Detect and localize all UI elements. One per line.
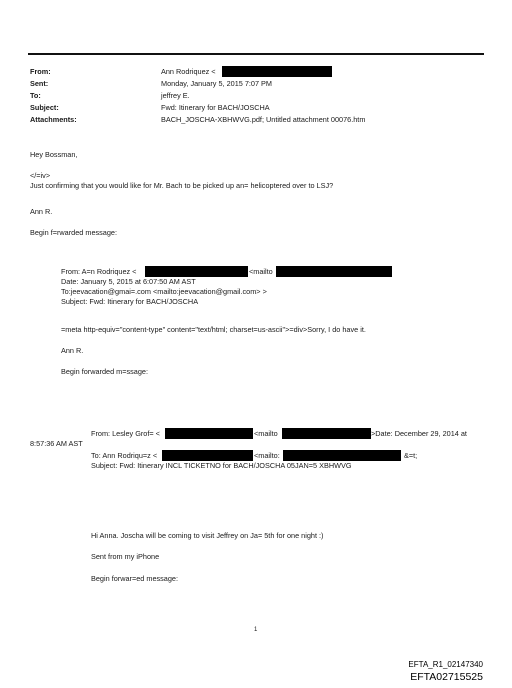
fwd2-from: From: Lesley Grof= < xyxy=(91,429,160,438)
fwd2-mailto2: <mailto: xyxy=(254,451,280,460)
redaction-box xyxy=(276,266,392,277)
sent-label: Sent: xyxy=(30,79,49,88)
fwd1-begin-forwarded: Begin forwarded m=ssage: xyxy=(61,367,149,376)
html-tag-text: </=iv> xyxy=(30,171,51,180)
from-label: From: xyxy=(30,67,51,76)
redaction-box xyxy=(165,428,253,439)
fwd1-date: Date: January 5, 2015 at 6:07:50 AM AST xyxy=(61,277,196,286)
sent-value: Monday, January 5, 2015 7:07 PM xyxy=(161,79,273,88)
from-value: Ann Rodriquez < xyxy=(161,67,216,76)
attachments-label: Attachments: xyxy=(30,115,77,124)
to-label: To: xyxy=(30,91,41,100)
fwd2-date: >Date: December 29, 2014 at xyxy=(371,429,467,438)
fwd3-sent-from: Sent from my iPhone xyxy=(91,552,160,561)
subject-value: Fwd: Itinerary for BACH/JOSCHA xyxy=(161,103,270,112)
to-value: jeffrey E. xyxy=(161,91,190,100)
redaction-box xyxy=(162,450,253,461)
message-text: Just confirming that you would like for Mr. Bach to be picked up an= helicoptered over to LSJ? xyxy=(30,181,334,190)
footer-id-small: EFTA_R1_02147340 xyxy=(408,660,483,669)
redaction-box xyxy=(283,450,401,461)
begin-forwarded: Begin f=rwarded message: xyxy=(30,228,118,237)
fwd2-to: To: Ann Rodriqu=z < xyxy=(91,451,158,460)
fwd2-subject: Subject: Fwd: Itinerary INCL TICKETNO for BACH/JOSCHA 05JAN=5 XBHWVG xyxy=(91,461,352,470)
fwd2-time: 8:57:36 AM AST xyxy=(30,439,83,448)
signature: Ann R. xyxy=(30,207,53,216)
fwd2-amp: &=t; xyxy=(404,451,418,460)
redaction-box xyxy=(145,266,248,277)
header-rule xyxy=(28,53,484,55)
redaction-box xyxy=(282,428,371,439)
subject-label: Subject: xyxy=(30,103,59,112)
greeting: Hey Bossman, xyxy=(30,150,78,159)
fwd1-subject: Subject: Fwd: Itinerary for BACH/JOSCHA xyxy=(61,297,199,306)
fwd1-meta: =meta http-equiv="content-type" content="text/html; charset=us-ascii">=div>Sorry, I do have it. xyxy=(61,325,366,334)
footer-id-large: EFTA02715525 xyxy=(410,671,483,683)
attachments-value: BACH_JOSCHA-XBHWVG.pdf; Untitled attachment 00076.htm xyxy=(161,115,366,124)
fwd1-mailto: <mailto xyxy=(249,267,273,276)
fwd2-mailto: <mailto xyxy=(254,429,278,438)
fwd1-from: From: A=n Rodriquez < xyxy=(61,267,137,276)
fwd3-message: Hi Anna. Joscha will be coming to visit Jeffrey on Ja= 5th for one night :) xyxy=(91,531,324,540)
fwd1-to: To:jeevacation@gmai=.com <mailto:jeevacation@gmail.com> > xyxy=(61,287,267,296)
redaction-box xyxy=(222,66,332,77)
fwd3-begin-forwarded: Begin forwar=ed message: xyxy=(91,574,179,583)
fwd1-signature: Ann R. xyxy=(61,346,84,355)
page-number: 1 xyxy=(254,627,258,633)
